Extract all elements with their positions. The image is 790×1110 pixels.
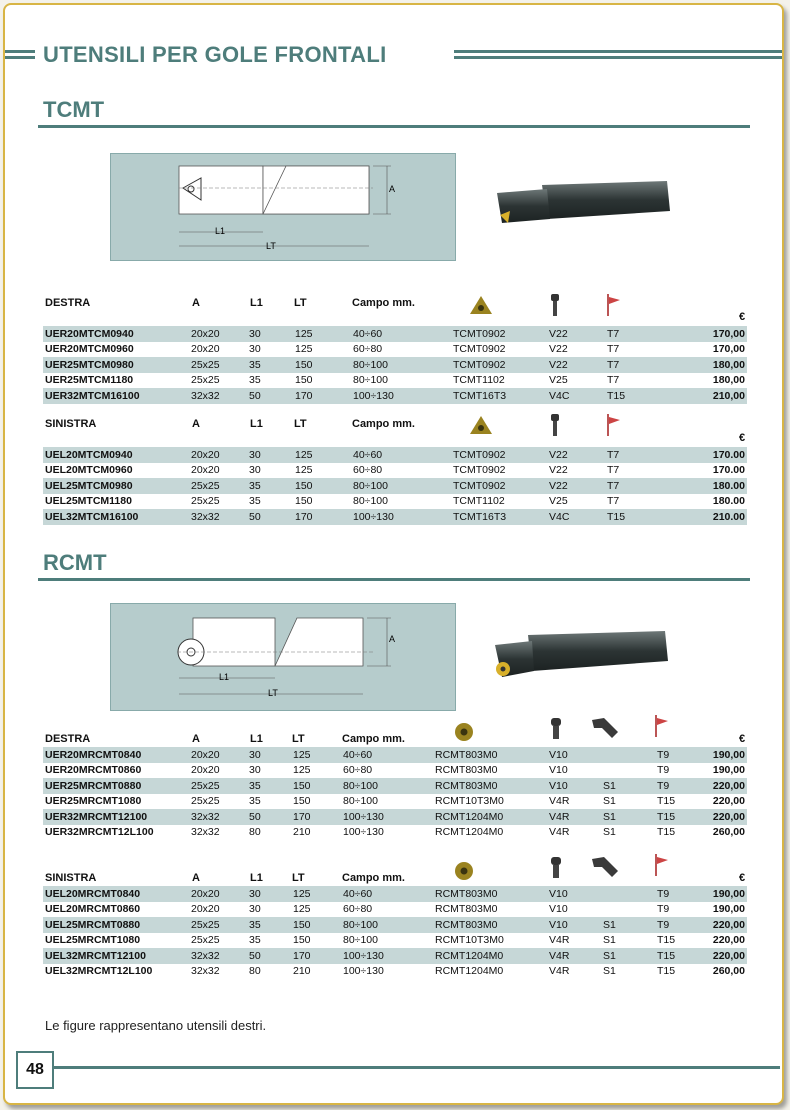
table-cell: 190,00: [703, 886, 747, 902]
table-cell: UEL25MTCM1180: [45, 495, 132, 508]
table-cell: 100÷130: [351, 509, 451, 525]
table-cell: 20x20: [189, 886, 247, 902]
table-cell: 30: [249, 903, 261, 916]
table-cell: V10: [547, 778, 601, 794]
table-cell: 170.00: [677, 447, 747, 463]
page-number: 48: [16, 1051, 54, 1089]
table-cell: 150: [291, 778, 341, 794]
round-insert-icon: [454, 722, 474, 742]
table-cell: UER20MRCMT0840: [43, 747, 189, 763]
table-cell: 210: [293, 826, 311, 839]
table-cell: 220,00: [703, 917, 747, 933]
table-cell: TCMT0902: [451, 326, 547, 342]
table-cell: 40÷60: [351, 326, 451, 342]
table-cell: V10: [549, 903, 568, 916]
table-cell: V4R: [549, 934, 570, 947]
torx-key-icon: [655, 715, 669, 737]
table-cell: 35: [247, 478, 293, 494]
table-cell: 35: [249, 795, 261, 808]
table-row: [43, 902, 747, 918]
table-cell: S1: [603, 934, 616, 947]
table-cell: 180.00: [712, 495, 745, 508]
table-cell: S1: [603, 826, 616, 839]
col-a-header: A: [192, 418, 200, 430]
section-title-tcmt: TCMT: [43, 97, 105, 122]
table-cell: 100÷130: [343, 826, 384, 839]
table-cell: RCMT803M0: [433, 778, 547, 794]
dim-a-label: A: [389, 634, 396, 644]
main-title-banner: [5, 42, 782, 68]
table-cell: [601, 763, 655, 779]
table-cell: UEL32MTCM16100: [43, 509, 189, 525]
table-cell: 180,00: [677, 357, 747, 373]
col-campo-header: Campo mm.: [342, 872, 405, 884]
table-cell: 30: [247, 326, 293, 342]
table-cell: S1: [601, 809, 655, 825]
table-cell: V10: [547, 917, 601, 933]
table-cell: 35: [247, 778, 291, 794]
table-cell: 25x25: [191, 795, 220, 808]
table-cell: T15: [655, 809, 703, 825]
tcmt-tool-photo: [492, 175, 672, 235]
table-cell: T7: [607, 464, 620, 477]
table-cell: RCMT1204M0: [435, 826, 504, 839]
col-a-header: A: [192, 872, 200, 884]
col-campo-header: Campo mm.: [342, 733, 405, 745]
table-row: [43, 964, 747, 980]
table-cell: 220,00: [703, 809, 747, 825]
table-cell: 60÷80: [343, 764, 373, 777]
tcmt-drawing-svg: [111, 154, 455, 260]
col-euro-header: €: [739, 872, 746, 884]
table-cell: 32x32: [189, 388, 247, 404]
table-cell: V4R: [549, 826, 570, 839]
table-cell: UER32MRCMT12L100: [45, 826, 154, 839]
table-row: [43, 917, 747, 933]
table-cell: 220,00: [712, 795, 745, 808]
table-cell: 40÷60: [351, 447, 451, 463]
torx-key-icon: [607, 414, 621, 436]
table-row: [43, 357, 747, 373]
table-cell: T9: [655, 917, 703, 933]
table-cell: T9: [655, 747, 703, 763]
round-insert-icon: [454, 861, 474, 881]
table-cell: RCMT803M0: [433, 747, 547, 763]
table-cell: [601, 886, 655, 902]
col-campo-header: Campo mm.: [352, 297, 415, 309]
table-row: [43, 478, 747, 494]
table-cell: 20x20: [189, 447, 247, 463]
dim-lt-label: LT: [268, 688, 278, 698]
screw-icon: [550, 718, 562, 740]
table-row: [43, 326, 747, 342]
table-cell: V4C: [547, 388, 605, 404]
table-cell: 80÷100: [341, 917, 433, 933]
table-cell: V25: [549, 495, 568, 508]
table-cell: 20x20: [191, 903, 220, 916]
table-cell: 80÷100: [343, 934, 378, 947]
table-cell: UEL20MRCMT0840: [43, 886, 189, 902]
table-cell: 125: [293, 447, 351, 463]
table-cell: S1: [601, 917, 655, 933]
col-euro-header: €: [739, 733, 746, 745]
table-cell: T7: [607, 374, 620, 387]
table-cell: TCMT16T3: [451, 388, 547, 404]
table-cell: 210.00: [677, 509, 747, 525]
table-cell: T15: [657, 934, 676, 947]
table-cell: 100÷130: [343, 965, 384, 978]
table-cell: 170,00: [677, 326, 747, 342]
rcmt-destra-table: [43, 747, 747, 840]
table-cell: RCMT1204M0: [433, 948, 547, 964]
table-cell: T15: [655, 948, 703, 964]
table-cell: 25x25: [191, 374, 220, 387]
table-cell: 150: [293, 934, 311, 947]
table-cell: 150: [295, 374, 313, 387]
table-cell: UEL20MTCM0940: [43, 447, 189, 463]
table-cell: 150: [295, 495, 313, 508]
table-cell: V22: [549, 343, 568, 356]
col-l1-header: L1: [250, 872, 263, 884]
col-lt-header: LT: [294, 297, 307, 309]
table-cell: 25x25: [191, 934, 220, 947]
screw-icon: [550, 294, 560, 316]
rcmt-tool-photo: [490, 627, 670, 687]
table-cell: 100÷130: [341, 948, 433, 964]
table-cell: TCMT16T3: [451, 509, 547, 525]
table-cell: RCMT1204M0: [433, 809, 547, 825]
table-cell: T9: [655, 886, 703, 902]
table-cell: 30: [247, 747, 291, 763]
table-cell: 80÷100: [351, 478, 451, 494]
rcmt-sinistra-label: SINISTRA: [45, 872, 97, 884]
table-cell: 40÷60: [341, 747, 433, 763]
table-cell: 80÷100: [341, 778, 433, 794]
table-cell: 220,00: [712, 934, 745, 947]
table-cell: UER25MRCMT0880: [43, 778, 189, 794]
table-row: [43, 494, 747, 510]
table-cell: UEL25MTCM0980: [43, 478, 189, 494]
table-cell: UEL32MRCMT12100: [43, 948, 189, 964]
dim-l1-label: L1: [215, 226, 226, 236]
tcmt-technical-drawing: [110, 153, 456, 261]
table-cell: TCMT0902: [451, 357, 547, 373]
table-cell: 100÷130: [351, 388, 451, 404]
table-cell: 30: [247, 447, 293, 463]
table-cell: V22: [547, 478, 605, 494]
table-row: [43, 509, 747, 525]
tcmt-sinistra-label: SINISTRA: [45, 418, 97, 430]
rcmt-sinistra-table: [43, 886, 747, 979]
table-cell: 35: [249, 495, 261, 508]
table-cell: 125: [295, 464, 313, 477]
col-a-header: A: [192, 733, 200, 745]
table-cell: T7: [607, 343, 620, 356]
table-row: [43, 747, 747, 763]
table-cell: UEL25MRCMT0880: [43, 917, 189, 933]
table-row: [43, 933, 747, 949]
table-cell: V22: [547, 357, 605, 373]
table-cell: 260,00: [712, 965, 745, 978]
table-cell: UER20MTCM0940: [43, 326, 189, 342]
title-bars-right: [454, 50, 782, 59]
torx-key-icon: [655, 854, 669, 876]
table-row: [43, 778, 747, 794]
col-l1-header: L1: [250, 418, 263, 430]
table-cell: 170: [293, 388, 351, 404]
table-cell: RCMT803M0: [433, 917, 547, 933]
table-cell: UER25MTCM1180: [45, 374, 134, 387]
col-l1-header: L1: [250, 733, 263, 745]
table-cell: 125: [293, 326, 351, 342]
table-cell: 32x32: [189, 948, 247, 964]
col-l1-header: L1: [250, 297, 263, 309]
table-cell: 20x20: [191, 464, 220, 477]
table-cell: V10: [547, 747, 601, 763]
table-cell: S1: [603, 795, 616, 808]
table-cell: V4C: [547, 509, 605, 525]
table-cell: RCMT803M0: [435, 903, 498, 916]
rcmt-technical-drawing: [110, 603, 456, 711]
table-cell: UEL20MTCM0960: [45, 464, 133, 477]
section-title-rcmt: RCMT: [43, 550, 107, 575]
table-row: [43, 342, 747, 358]
table-cell: UEL20MRCMT0860: [45, 903, 141, 916]
table-cell: V22: [549, 464, 568, 477]
table-cell: 40÷60: [341, 886, 433, 902]
table-cell: 170.00: [712, 464, 745, 477]
footnote: Le figure rappresentano utensili destri.: [45, 1018, 267, 1033]
table-row: [43, 463, 747, 479]
table-row: [43, 373, 747, 389]
table-cell: TCMT0902: [451, 478, 547, 494]
table-cell: 30: [249, 464, 261, 477]
table-cell: 190,00: [712, 764, 745, 777]
table-row: [43, 809, 747, 825]
table-cell: V4R: [549, 965, 570, 978]
table-cell: S1: [601, 948, 655, 964]
table-cell: 32x32: [191, 965, 220, 978]
table-cell: 260,00: [712, 826, 745, 839]
section-divider: [38, 125, 750, 128]
table-cell: V25: [549, 374, 568, 387]
table-cell: 25x25: [191, 495, 220, 508]
table-cell: 80÷100: [353, 374, 388, 387]
table-cell: 50: [247, 509, 293, 525]
col-lt-header: LT: [292, 872, 305, 884]
table-cell: 150: [291, 917, 341, 933]
table-cell: 190,00: [703, 747, 747, 763]
table-cell: 20x20: [189, 747, 247, 763]
table-cell: 32x32: [191, 826, 220, 839]
table-cell: 170: [291, 948, 341, 964]
table-row: [43, 825, 747, 841]
table-cell: 32x32: [189, 809, 247, 825]
table-cell: 180,00: [712, 374, 745, 387]
table-cell: S1: [603, 965, 616, 978]
table-cell: 30: [249, 343, 261, 356]
table-cell: 80÷100: [351, 357, 451, 373]
table-cell: TCMT1102: [453, 495, 505, 508]
table-cell: 25x25: [189, 478, 247, 494]
section-divider: [38, 578, 750, 581]
screw-icon: [550, 414, 560, 436]
table-cell: RCMT1204M0: [435, 965, 504, 978]
table-cell: V22: [547, 447, 605, 463]
table-cell: T7: [605, 478, 677, 494]
table-cell: RCMT803M0: [433, 886, 547, 902]
tcmt-sinistra-table: [43, 447, 747, 525]
table-cell: 80: [249, 965, 261, 978]
table-cell: 30: [247, 886, 291, 902]
table-cell: [601, 902, 655, 918]
table-cell: 190,00: [712, 903, 745, 916]
table-cell: 25x25: [189, 357, 247, 373]
screw-icon: [550, 857, 562, 879]
clamp-icon: [590, 855, 620, 879]
table-cell: T15: [657, 965, 676, 978]
table-cell: T15: [605, 509, 677, 525]
footer-divider: [52, 1066, 780, 1069]
table-cell: TCMT1102: [453, 374, 505, 387]
table-cell: 80÷100: [343, 795, 378, 808]
table-row: [43, 886, 747, 902]
torx-key-icon: [607, 294, 621, 316]
table-cell: 50: [247, 948, 291, 964]
table-cell: 60÷80: [343, 903, 373, 916]
table-cell: 80: [249, 826, 261, 839]
table-cell: 30: [249, 764, 261, 777]
table-cell: 35: [247, 917, 291, 933]
col-lt-header: LT: [292, 733, 305, 745]
table-cell: RCMT10T3M0: [435, 934, 504, 947]
table-cell: 25x25: [189, 778, 247, 794]
table-cell: 125: [293, 903, 311, 916]
table-cell: UEL32MRCMT12L100: [45, 965, 153, 978]
table-cell: 125: [295, 343, 313, 356]
table-row: [43, 948, 747, 964]
col-campo-header: Campo mm.: [352, 418, 415, 430]
table-cell: 25x25: [189, 917, 247, 933]
table-cell: 80÷100: [353, 495, 388, 508]
col-lt-header: LT: [294, 418, 307, 430]
rcmt-drawing-svg: [111, 604, 455, 710]
table-cell: T9: [655, 778, 703, 794]
triangle-insert-icon: [469, 295, 493, 315]
table-cell: UER20MTCM0960: [45, 343, 134, 356]
table-cell: TCMT0902: [453, 464, 506, 477]
table-cell: UER25MTCM0980: [43, 357, 189, 373]
title-bars-left: [5, 50, 35, 59]
table-cell: 20x20: [189, 326, 247, 342]
col-a-header: A: [192, 297, 200, 309]
table-cell: T7: [605, 447, 677, 463]
table-cell: 20x20: [191, 343, 220, 356]
table-cell: T7: [605, 326, 677, 342]
table-cell: RCMT10T3M0: [435, 795, 504, 808]
table-cell: V4R: [549, 795, 570, 808]
catalog-page: [3, 3, 784, 1105]
tcmt-destra-table: [43, 326, 747, 404]
table-cell: UEL25MRCMT1080: [45, 934, 141, 947]
table-cell: TCMT0902: [451, 447, 547, 463]
table-cell: T15: [657, 826, 676, 839]
clamp-icon: [590, 716, 620, 740]
table-cell: 60÷80: [353, 464, 383, 477]
table-cell: 170: [291, 809, 341, 825]
table-cell: 210,00: [677, 388, 747, 404]
triangle-insert-icon: [469, 415, 493, 435]
table-cell: V22: [547, 326, 605, 342]
table-cell: UER32MRCMT12100: [43, 809, 189, 825]
dim-a-label: A: [389, 184, 396, 194]
table-cell: 125: [291, 747, 341, 763]
table-cell: 32x32: [189, 509, 247, 525]
table-cell: [601, 747, 655, 763]
table-row: [43, 447, 747, 463]
table-cell: 210: [293, 965, 311, 978]
table-cell: V4R: [547, 809, 601, 825]
table-row: [43, 763, 747, 779]
table-cell: 150: [293, 795, 311, 808]
col-euro-header: €: [739, 311, 746, 323]
table-cell: 150: [293, 357, 351, 373]
table-cell: 125: [293, 764, 311, 777]
table-cell: 20x20: [191, 764, 220, 777]
table-cell: 50: [247, 809, 291, 825]
dim-lt-label: LT: [266, 241, 276, 251]
table-cell: 180.00: [677, 478, 747, 494]
table-cell: 35: [247, 357, 293, 373]
table-cell: 100÷130: [341, 809, 433, 825]
table-cell: 170,00: [712, 343, 745, 356]
table-row: [43, 388, 747, 404]
table-cell: S1: [601, 778, 655, 794]
table-cell: 50: [247, 388, 293, 404]
table-cell: RCMT803M0: [435, 764, 498, 777]
table-cell: V10: [547, 886, 601, 902]
table-cell: TCMT0902: [453, 343, 506, 356]
table-cell: UER32MTCM16100: [43, 388, 189, 404]
table-cell: UER20MRCMT0860: [45, 764, 142, 777]
table-cell: T15: [605, 388, 677, 404]
table-cell: 60÷80: [353, 343, 383, 356]
table-cell: T7: [607, 495, 620, 508]
table-cell: 220,00: [703, 778, 747, 794]
col-euro-header: €: [739, 432, 746, 444]
table-row: [43, 794, 747, 810]
table-cell: T15: [657, 795, 676, 808]
table-cell: T9: [657, 764, 670, 777]
main-title: UTENSILI PER GOLE FRONTALI: [43, 42, 387, 67]
table-cell: 35: [249, 934, 261, 947]
table-cell: UER25MRCMT1080: [45, 795, 142, 808]
table-cell: 125: [291, 886, 341, 902]
table-cell: V10: [549, 764, 568, 777]
table-cell: T7: [605, 357, 677, 373]
dim-l1-label: L1: [219, 672, 230, 682]
tcmt-destra-label: DESTRA: [45, 297, 91, 309]
table-cell: 170: [293, 509, 351, 525]
table-cell: 35: [249, 374, 261, 387]
rcmt-destra-label: DESTRA: [45, 733, 91, 745]
table-cell: 150: [293, 478, 351, 494]
table-cell: V4R: [547, 948, 601, 964]
table-cell: 220,00: [703, 948, 747, 964]
table-cell: T9: [657, 903, 670, 916]
